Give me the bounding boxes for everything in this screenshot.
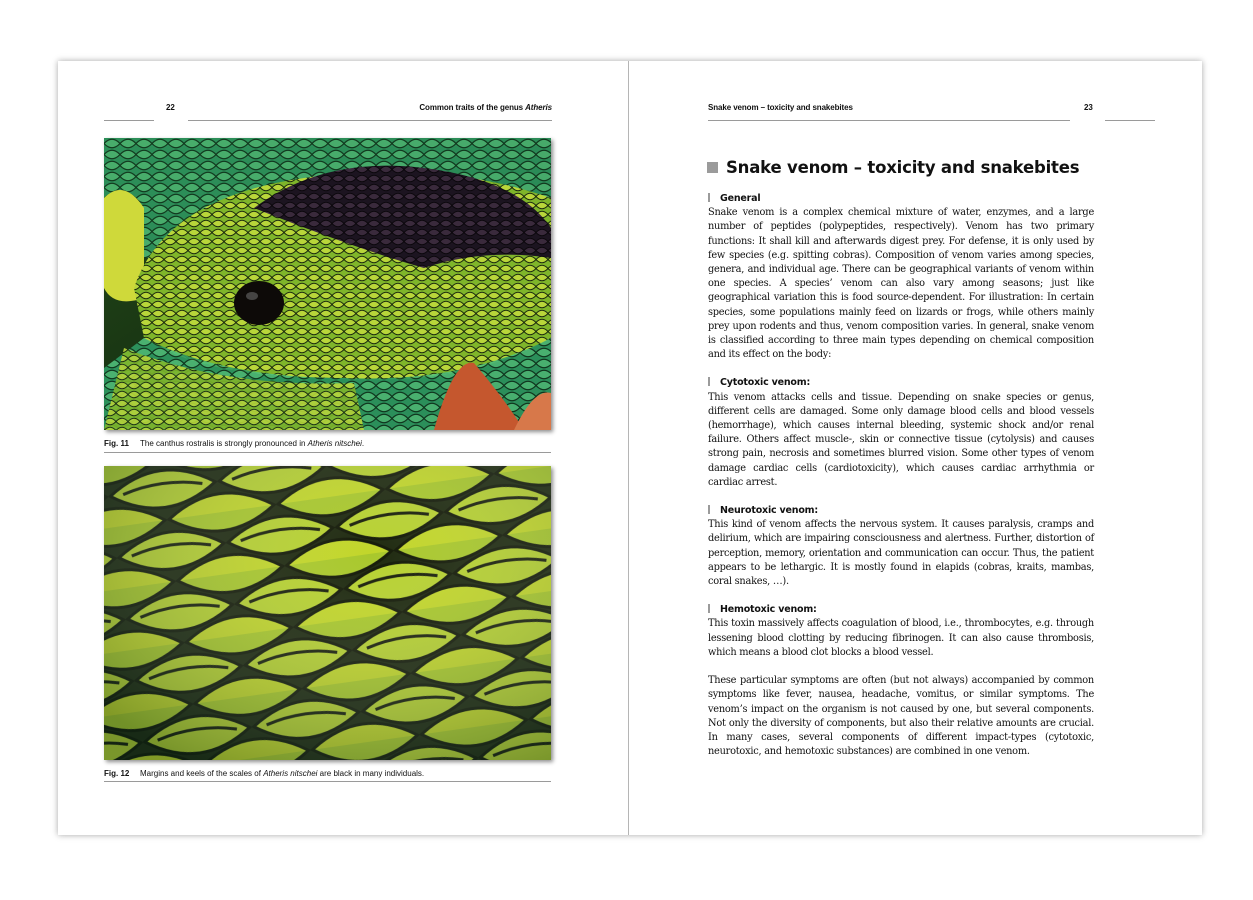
- running-head-right: Snake venom – toxicity and snakebites: [708, 103, 853, 112]
- heading-bar-marker: [708, 193, 710, 202]
- section-heading-text: Cytotoxic venom:: [720, 377, 811, 389]
- header-rule: [188, 120, 552, 121]
- running-head-text: Common traits of the genus: [419, 103, 526, 112]
- section-cytotoxic: [708, 376, 1094, 490]
- figure-11-caption: [104, 439, 364, 448]
- caption-rule: [104, 452, 551, 453]
- heading-bar-marker: [708, 505, 710, 514]
- section-paragraph: Snake venom is a complex chemical mixture of water, enzymes, and a large number of peptides (polypeptides, respectively). Venom has two primary functions: It shall kill and afterwards digest prey. For defense, it is only used by few species (e.g. spitting cobras). Composition of venom varies among species, genera, and individual age. There can be geographical variants of venom within one species. A species’ venom can also vary among seasons; just like geographical variation this is food source-dependent. For illustration: In certain species, some populations mainly feed on lizards or frogs, while others mainly prey upon rodents and thus, venom composition varies. In general, snake venom is classified according to three main types depending on chemical composition and its effect on the body:: [708, 207, 1094, 361]
- section-heading: [708, 603, 1094, 617]
- section-heading-text: Hemotoxic venom:: [720, 604, 817, 616]
- section-heading: [708, 376, 1094, 390]
- chapter-title: [707, 158, 1079, 177]
- header-rule-short: [104, 120, 154, 121]
- closing-paragraph: These particular symptoms are often (but not always) accompanied by common symptoms like fever, nausea, headache, vomitus, or similar symptoms. The venom’s impact on the organism is not caused by one, but several components. Not only the diversity of components, but also their relative amounts are crucial. In many cases, several components of different impact-types (cytotoxic, neurotoxic, and hemotoxic substances) are combined in one venom.: [708, 675, 1094, 758]
- section-paragraph: This venom attacks cells and tissue. Depending on snake species or genus, different cells are damaged. Some only damage blood cells and blood vessels (hemorrhage), which causes internal bleeding, systemic shock and/or renal failure. Others affect muscle-, skin or connective tissue (cytolysis) and causes strong pain, necrosis and sometimes blurred vision. Some other types of venom damage cardiac cells (cardiotoxicity), which causes cardiac arrhythmia or cardiac arrest.: [708, 391, 1094, 488]
- header-rule: [708, 120, 1070, 121]
- caption-text: Margins and keels of the scales of: [140, 769, 264, 778]
- chapter-title-text: Snake venom – toxicity and snakebites: [726, 158, 1080, 177]
- caption-text: The canthus rostralis is strongly pronounced in: [140, 439, 308, 448]
- right-page: [629, 61, 1202, 835]
- caption-species: Atheris nitschei: [307, 439, 362, 448]
- caption-suffix: are black in many individuals.: [317, 769, 425, 778]
- section-heading: [708, 192, 1094, 206]
- section-heading-text: General: [720, 193, 761, 204]
- section-heading-text: Neurotoxic venom:: [720, 505, 818, 517]
- title-square-marker: [707, 162, 718, 173]
- scales-closeup-illustration: [104, 466, 551, 760]
- section-paragraph: This toxin massively affects coagulation of blood, i.e., thrombocytes, e.g. through lessening blood clotting by reducing fibrinogen. It can also cause thrombosis, which means a blood clot blocks a blood vessel.: [708, 618, 1094, 658]
- page-number-right: 23: [1084, 103, 1093, 112]
- caption-suffix: .: [361, 439, 365, 448]
- figure-12-photo: [104, 466, 551, 760]
- heading-bar-marker: [708, 604, 710, 613]
- caption-rule: [104, 781, 551, 782]
- figure-11-photo: [104, 138, 551, 430]
- figure-label: Fig. 12: [104, 769, 130, 778]
- header-rule-short: [1105, 120, 1155, 121]
- section-heading: [708, 504, 1094, 518]
- section-paragraph: This kind of venom affects the nervous system. It causes paralysis, cramps and delirium, which are impairing consciousness and alertness. Further, distortion of perception, memory, orientation and communication can occur. Thus, the patient appears to be lethargic. It is mostly found in elapids (cobras, kraits, mambas, coral snakes, …).: [708, 519, 1094, 588]
- body-text: [708, 192, 1094, 773]
- running-head-left: [419, 103, 552, 112]
- page-number-left: 22: [166, 103, 175, 112]
- section-general: [708, 192, 1094, 362]
- book-spread: [58, 61, 1202, 835]
- figure-12-caption: [104, 769, 424, 778]
- snake-head-illustration: [104, 138, 551, 430]
- section-hemotoxic: [708, 603, 1094, 660]
- left-page: [58, 61, 628, 835]
- section-neurotoxic: [708, 504, 1094, 589]
- heading-bar-marker: [708, 377, 710, 386]
- figure-label: Fig. 11: [104, 439, 129, 448]
- caption-species: Atheris nitschei: [263, 769, 318, 778]
- running-head-genus: Atheris: [525, 103, 552, 112]
